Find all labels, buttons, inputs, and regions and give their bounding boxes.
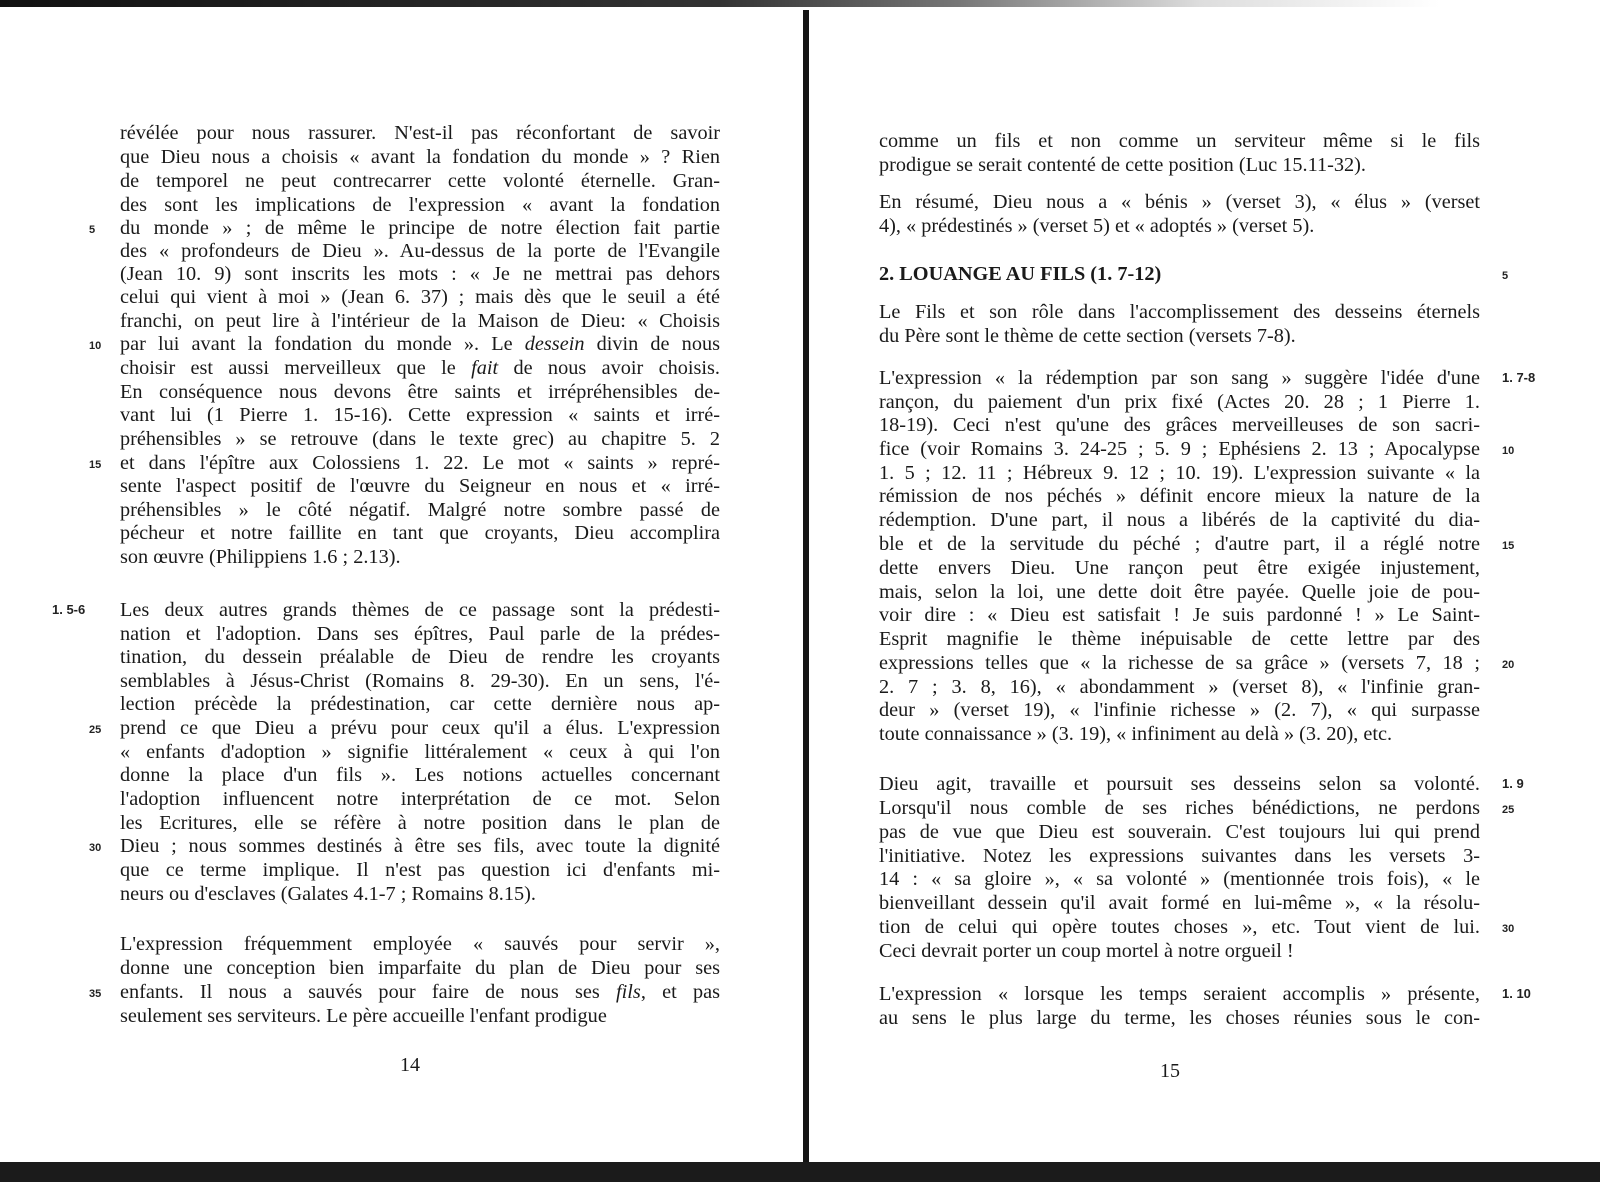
page-number-left: 14 <box>400 1054 420 1076</box>
left-page <box>0 0 800 1160</box>
right-page-text-line: deur » (verset 19), « l'infinie richesse » (2. 7), « qui surpasse <box>879 699 1480 721</box>
left-page-text-line: lection précède la prédestination, car cette dernière nous ap- <box>120 693 720 715</box>
left-page-text-line: neurs ou d'esclaves (Galates 4.1-7 ; Romains 8.15). <box>120 883 536 905</box>
right-page-text-line: du Père sont le thème de cette section (versets 7-8). <box>879 325 1296 347</box>
right-page-text-line: L'expression « la rédemption par son sang » suggère l'idée d'une <box>879 367 1480 389</box>
left-page-text-line: (Jean 10. 9) sont inscrits les mots : « Je ne mettrai pas dehors <box>120 263 720 285</box>
left-page-text-line: des sont les implications de l'expression « avant la fondation <box>120 194 720 216</box>
right-page-line-number: 5 <box>1502 270 1509 282</box>
right-page-line-number: 30 <box>1502 923 1515 935</box>
left-page-text-line: les Ecritures, elle se réfère à notre position dans le plan de <box>120 812 720 834</box>
left-page-text-line: donne une conception bien imparfaite du plan de Dieu pour ses <box>120 957 720 979</box>
right-page-text-line: Ceci devrait porter un coup mortel à notre orgueil ! <box>879 940 1294 962</box>
right-page-verse-reference: 1. 10 <box>1502 986 1531 1001</box>
right-page-text-line: Lorsqu'il nous comble de ses riches bénédictions, ne perdons <box>879 797 1480 819</box>
right-page-line-number: 10 <box>1502 445 1515 457</box>
left-page-text-line: En conséquence nous devons être saints et irrépréhensibles de- <box>120 381 720 403</box>
right-page-line-number: 25 <box>1502 804 1515 816</box>
right-page-text-line: mais, selon la loi, une dette doit être payée. Quelle joie de pou- <box>879 581 1480 603</box>
right-page <box>812 0 1600 1160</box>
right-page-text-line: au sens le plus large du terme, les choses réunies sous le con- <box>879 1007 1480 1029</box>
right-page-text-line: fice (voir Romains 3. 24-25 ; 5. 9 ; Ephésiens 2. 13 ; Apocalypse <box>879 438 1480 460</box>
left-page-line-number: 25 <box>89 724 102 736</box>
left-page-text-line: franchi, on peut lire à l'intérieur de la Maison de Dieu: « Choisis <box>120 310 720 332</box>
left-page-line-number: 15 <box>89 459 102 471</box>
left-page-text-line: par lui avant la fondation du monde ». Le dessein divin de nous <box>120 333 720 355</box>
left-page-text-line: Dieu ; nous sommes destinés à être ses fils, avec toute la dignité <box>120 835 720 857</box>
right-page-text-line: 2. 7 ; 3. 8, 16), « abondamment » (verset 8), « l'infinie gran- <box>879 676 1480 698</box>
left-page-text-line: l'adoption influencent notre interprétation de ce mot. Selon <box>120 788 720 810</box>
left-page-text-line: L'expression fréquemment employée « sauvés pour servir », <box>120 933 720 955</box>
right-page-text-line: prodigue se serait contenté de cette position (Luc 15.11-32). <box>879 154 1366 176</box>
right-page-text-line: rédemption. D'une part, il nous a libérés de la captivité du dia- <box>879 509 1480 531</box>
left-page-text-line: seulement ses serviteurs. Le père accueille l'enfant prodigue <box>120 1005 607 1027</box>
right-page-text-line: L'expression « lorsque les temps seraient accomplis » présente, <box>879 983 1480 1005</box>
right-page-text-line: dette envers Dieu. Une rançon peut être exigée injustement, <box>879 557 1480 579</box>
right-page-line-number: 15 <box>1502 540 1515 552</box>
left-page-text-line: semblables à Jésus-Christ (Romains 8. 29-30). En un sens, l'é- <box>120 670 720 692</box>
right-page-text-line: 2. LOUANGE AU FILS (1. 7-12) <box>879 263 1162 285</box>
book-spine <box>803 10 809 1182</box>
left-page-text-line: nation et l'adoption. Dans ses épîtres, Paul parle de la prédes- <box>120 623 720 645</box>
right-page-text-line: 1. 5 ; 12. 11 ; Hébreux 9. 12 ; 10. 19). L'expression suivante « la <box>879 462 1480 484</box>
left-page-text-line: que Dieu nous a choisis « avant la fondation du monde » ? Rien <box>120 146 720 168</box>
left-page-text-line: sente l'aspect positif de l'œuvre du Seigneur en nous et « irré- <box>120 475 720 497</box>
right-page-text-line: Dieu agit, travaille et poursuit ses desseins selon sa volonté. <box>879 773 1480 795</box>
right-page-text-line: l'initiative. Notez les expressions suivantes dans les versets 3- <box>879 845 1480 867</box>
right-page-text-line: toute connaissance » (3. 19), « infiniment au delà » (3. 20), etc. <box>879 723 1393 745</box>
right-page-text-line: tion de celui qui opère toutes choses », etc. Tout vient de lui. <box>879 916 1480 938</box>
left-page-text-line: vant lui (1 Pierre 1. 15-16). Cette expression « saints et irré- <box>120 404 720 426</box>
left-page-text-line: de temporel ne peut contrecarrer cette volonté éternelle. Gran- <box>120 170 720 192</box>
right-page-text-line: rémission de nos péchés » définit encore mieux la nature de la <box>879 485 1480 507</box>
right-page-text-line: rançon, du paiement d'un prix fixé (Actes 20. 28 ; 1 Pierre 1. <box>879 391 1480 413</box>
left-page-text-line: son œuvre (Philippiens 1.6 ; 2.13). <box>120 546 401 568</box>
right-page-text-line: 14 : « sa gloire », « sa volonté » (mentionnée trois fois), « le <box>879 868 1480 890</box>
right-page-line-number: 20 <box>1502 659 1515 671</box>
scan-bottom-edge <box>0 1162 1600 1182</box>
right-page-text-line: En résumé, Dieu nous a « bénis » (verset 3), « élus » (verset <box>879 191 1480 213</box>
page-number-right: 15 <box>1160 1060 1180 1082</box>
right-page-text-line: ble et de la servitude du péché ; d'autre part, il a réglé notre <box>879 533 1480 555</box>
right-page-text-line: expressions telles que « la richesse de sa grâce » (versets 7, 18 ; <box>879 652 1480 674</box>
left-page-line-number: 35 <box>89 988 102 1000</box>
right-page-verse-reference: 1. 7-8 <box>1502 370 1536 385</box>
right-page-text-line: bienveillant dessein qu'il avait formé en lui-même », « la résolu- <box>879 892 1480 914</box>
right-page-text-line: Esprit magnifie le thème inépuisable de cette lettre par des <box>879 628 1480 650</box>
left-page-text-line: révélée pour nous rassurer. N'est-il pas réconfortant de savoir <box>120 122 720 144</box>
left-page-text-line: enfants. Il nous a sauvés pour faire de nous ses fils, et pas <box>120 981 720 1003</box>
left-page-text-line: des « profondeurs de Dieu ». Au-dessus de la porte de l'Evangile <box>120 240 720 262</box>
left-page-text-line: pécheur et notre faillite en tant que croyants, Dieu accomplira <box>120 522 720 544</box>
right-page-text-line: 4), « prédestinés » (verset 5) et « adoptés » (verset 5). <box>879 215 1315 237</box>
left-page-text-line: que ce terme implique. Il n'est pas question ici d'enfants mi- <box>120 859 720 881</box>
left-page-text-line: celui qui vient à moi » (Jean 6. 37) ; mais dès que le seuil a été <box>120 286 720 308</box>
right-page-verse-reference: 1. 9 <box>1502 776 1524 791</box>
left-page-text-line: Les deux autres grands thèmes de ce passage sont la prédesti- <box>120 599 720 621</box>
left-page-line-number: 30 <box>89 842 102 854</box>
right-page-text-line: Le Fils et son rôle dans l'accomplissement des desseins éternels <box>879 301 1480 323</box>
left-page-line-number: 5 <box>89 224 96 236</box>
right-page-text-line: 18-19). Ceci n'est qu'une des grâces merveilleuses de son sacri- <box>879 414 1480 436</box>
left-page-text-line: choisir est aussi merveilleux que le fait de nous avoir choisis. <box>120 357 720 379</box>
right-page-text-line: pas de vue que Dieu est souverain. C'est toujours lui qui prend <box>879 821 1480 843</box>
left-page-text-line: tination, du dessein préalable de Dieu de rendre les croyants <box>120 646 720 668</box>
left-page-line-number: 10 <box>89 340 102 352</box>
left-page-text-line: « enfants d'adoption » signifie littéralement « ceux à qui l'on <box>120 741 720 763</box>
left-page-text-line: prend ce que Dieu a prévu pour ceux qu'il a élus. L'expression <box>120 717 720 739</box>
left-page-text-line: et dans l'épître aux Colossiens 1. 22. Le mot « saints » repré- <box>120 452 720 474</box>
left-page-text-line: du monde » ; de même le principe de notre élection fait partie <box>120 217 720 239</box>
left-page-verse-reference: 1. 5-6 <box>52 602 86 617</box>
left-page-text-line: préhensibles » se retrouve (dans le texte grec) au chapitre 5. 2 <box>120 428 720 450</box>
right-page-text-line: voir dire : « Dieu est satisfait ! Je suis pardonné ! » Le Saint- <box>879 604 1480 626</box>
left-page-text-line: donne la place d'un fils ». Les notions actuelles concernant <box>120 764 720 786</box>
right-page-text-line: comme un fils et non comme un serviteur même si le fils <box>879 130 1480 152</box>
left-page-text-line: préhensibles » le côté négatif. Malgré notre sombre passé de <box>120 499 720 521</box>
